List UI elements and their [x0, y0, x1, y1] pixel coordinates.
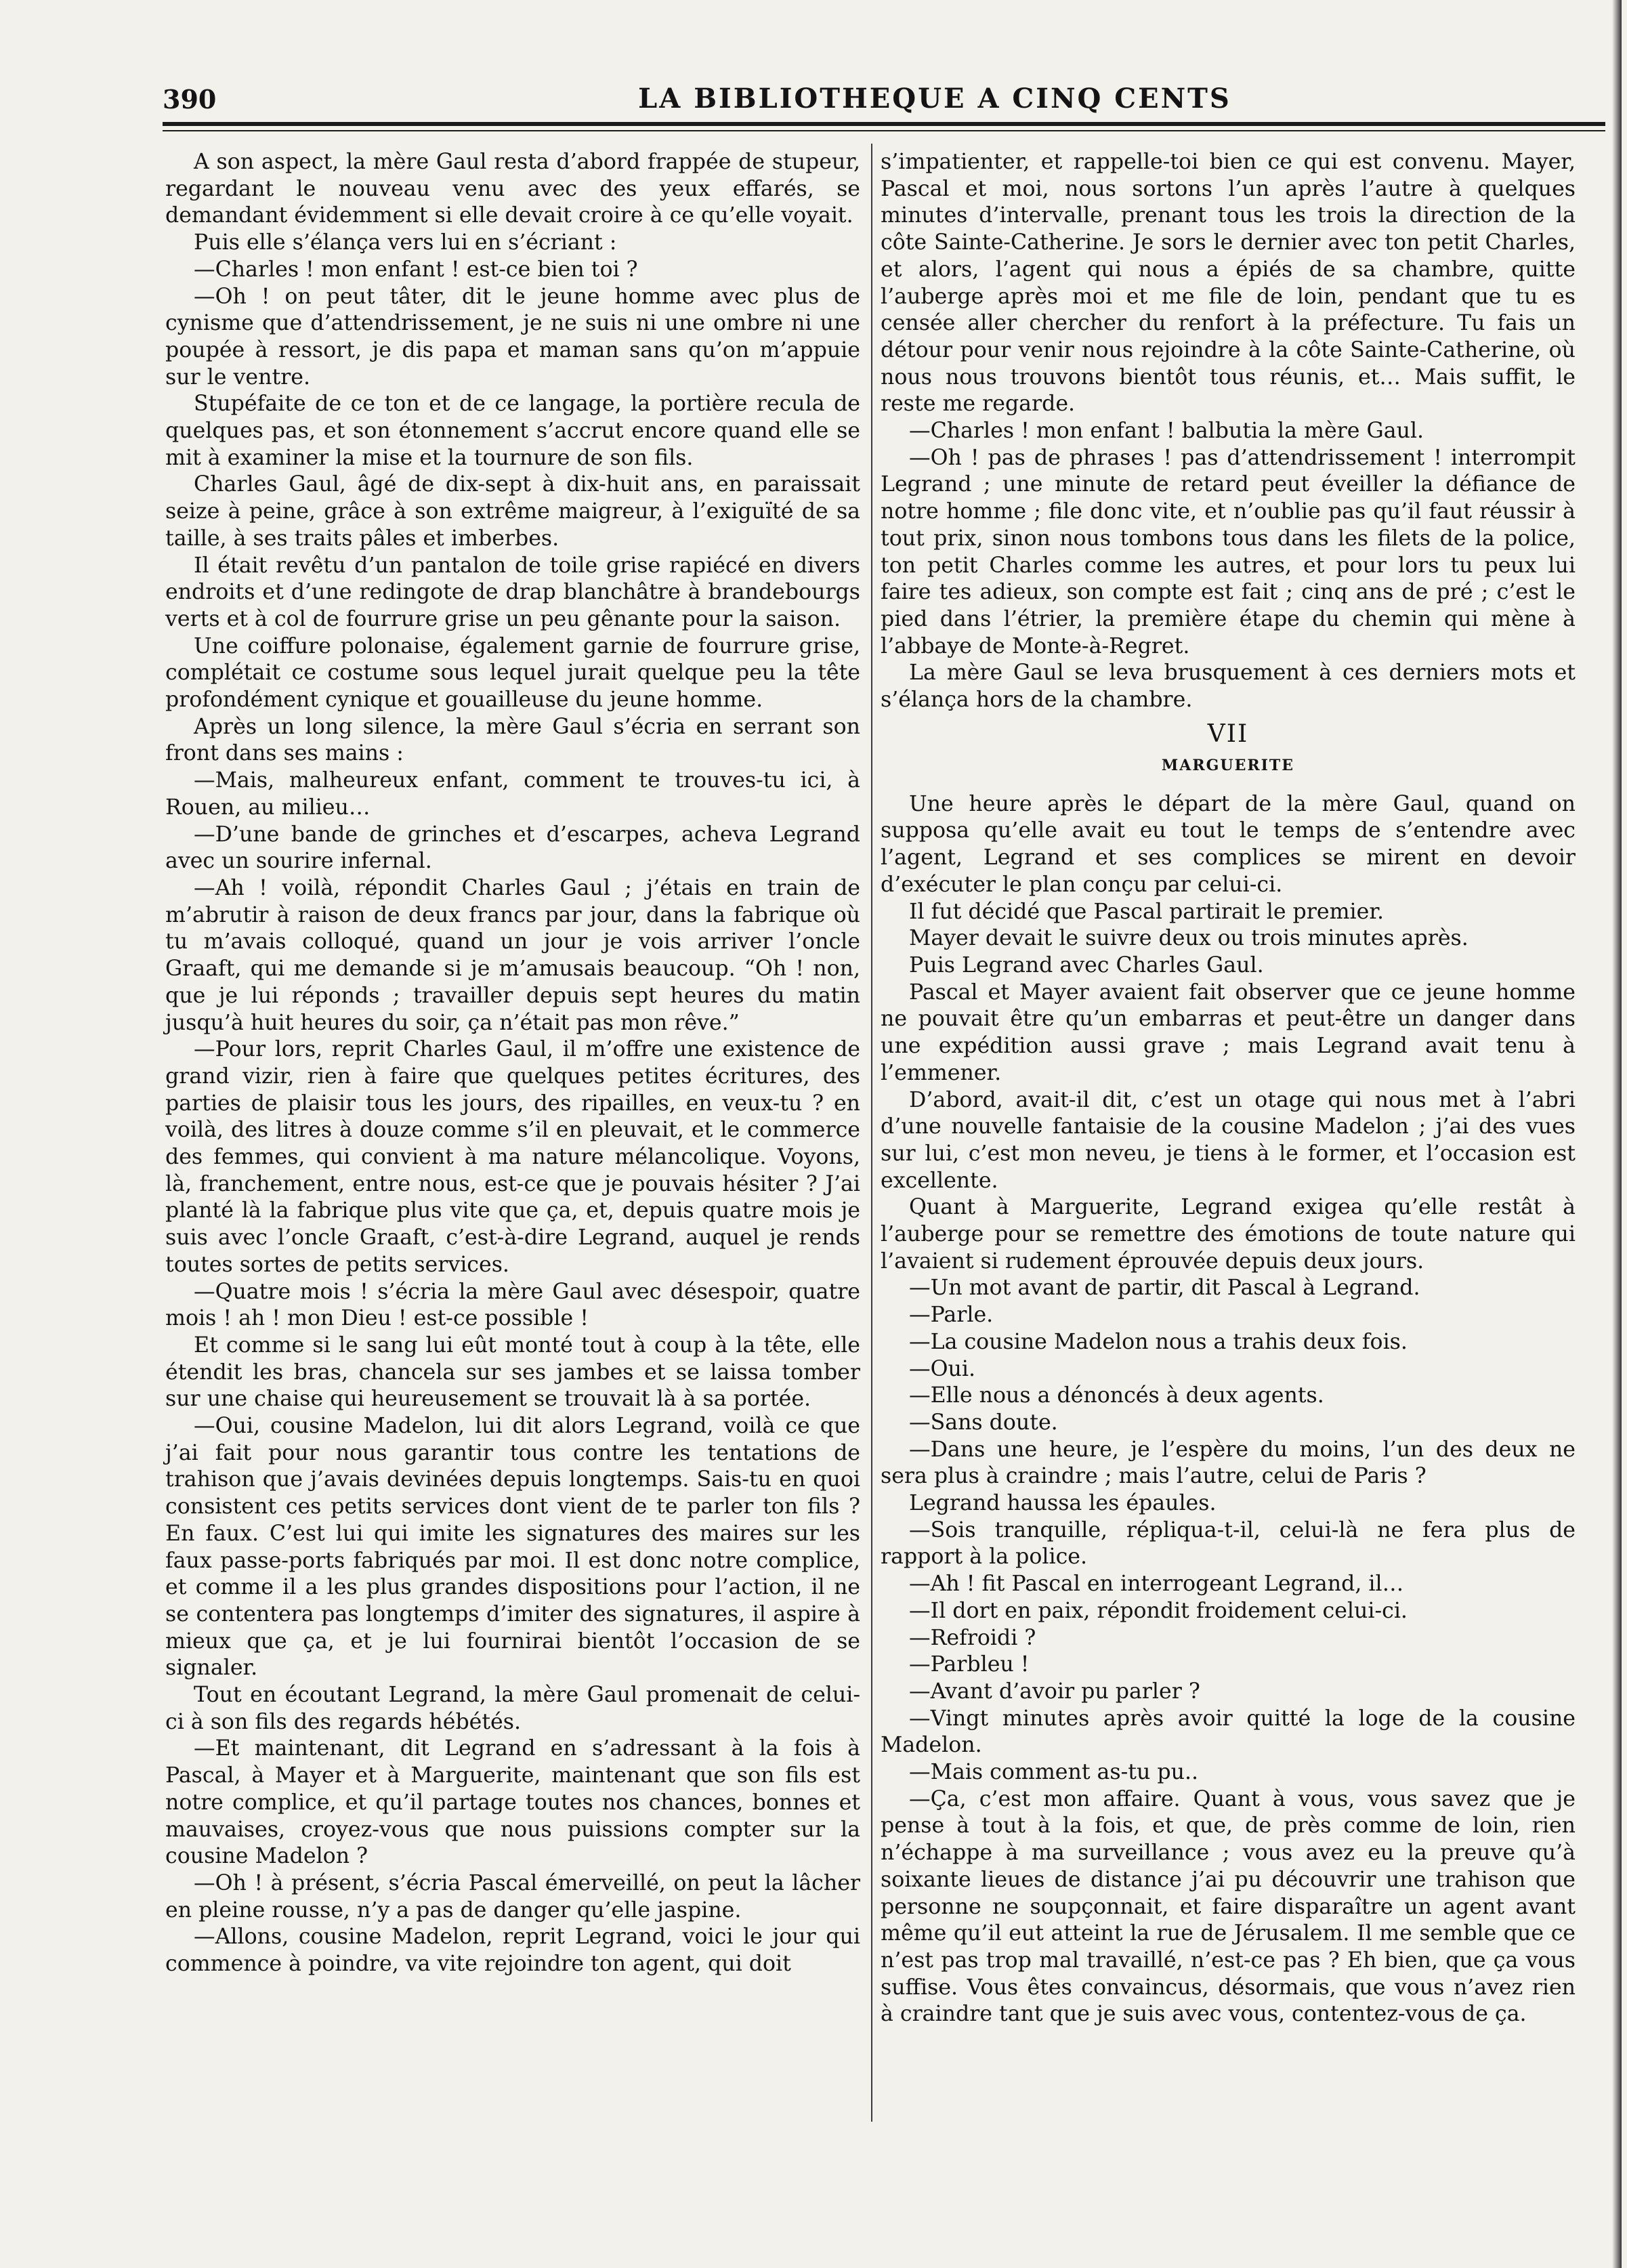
- paragraph: Puis elle s’élança vers lui en s’écriant :: [194, 230, 617, 255]
- paragraph: —Pour lors, reprit Charles Gaul, il m’offre une existence de grand vizir, rien à faire que quelques petites écritures, des parties de plaisir tous les jours, des ripailles, en veux-tu ? en voilà, des litres à douze comme s’il en pleuvait, et le commerce des femmes, qui convient à ma nature mélancolique. Voyons, là, franchement, entre nous, est-ce que je pouvais hésiter ? J’ai planté là la fabrique plus vite que ça, et, depuis quatre mois je suis avec l’oncle Graaft, c’est-à-dire Legrand, auquel je rends toutes sortes de petits services.: [165, 1037, 860, 1277]
- paragraph: A son aspect, la mère Gaul resta d’abord frappée de stupeur, regardant le nouveau venu avec des yeux effarés, se demandant évidemment si elle devait croire à ce qu’elle voyait.: [165, 150, 860, 228]
- paragraph: s’impatienter, et rappelle-toi bien ce qui est convenu. Mayer, Pascal et moi, nous sortons l’un après l’autre à quelques minutes d’intervalle, prenant tous les trois la direction de la côte Sainte-Catherine. Je sors le dernier avec ton petit Charles, et alors, l’agent qui nous a épiés de sa chambre, quitte l’auberge après moi et me file de loin, pendant que tu es censée aller chercher du renfort à la préfecture. Tu fais un détour pour venir nous rejoindre à la côte Sainte-Catherine, où nous nous trouvons bientôt tous réunis, et… Mais suffit, le reste me regarde.: [881, 150, 1576, 417]
- paragraph: —Oh ! à présent, s’écria Pascal émerveillé, on peut la lâcher en pleine rousse, n’y a pas de danger qu’elle jaspine.: [165, 1871, 860, 1923]
- paragraph: —Parbleu !: [909, 1652, 1030, 1677]
- paragraph: —Sans doute.: [909, 1410, 1058, 1435]
- paragraph: —Un mot avant de partir, dit Pascal à Legrand.: [909, 1276, 1420, 1301]
- paragraph: La mère Gaul se leva brusquement à ces derniers mots et s’élança hors de la chambre.: [881, 660, 1576, 713]
- left-column: [165, 149, 860, 1978]
- paragraph: —Elle nous a dénoncés à deux agents.: [909, 1383, 1324, 1408]
- paragraph: Une coiffure polonaise, également garnie de fourrure grise, complétait ce costume sous lequel jurait quelque peu la tête profondément cynique et gouailleuse du jeune homme.: [165, 633, 860, 713]
- paragraph: —Il dort en paix, répondit froidement celui-ci.: [909, 1598, 1408, 1623]
- paragraph: Après un long silence, la mère Gaul s’écria en serrant son front dans ses mains :: [165, 714, 860, 766]
- paragraph: —Et maintenant, dit Legrand en s’adressant à la fois à Pascal, à Mayer et à Marguerite, maintenant que son fils est notre complice, et qu’il partage toutes nos chances, bonnes et mauvaises, croyez-vous que nous puissions compter sur la cousine Madelon ?: [165, 1736, 860, 1869]
- paragraph: —Oh ! on peut tâter, dit le jeune homme avec plus de cynisme que d’attendrissement, je ne suis ni une ombre ni une poupée à ressort, je dis papa et maman sans qu’on m’appuie sur le ventre.: [165, 284, 860, 390]
- paragraph: —Vingt minutes après avoir quitté la loge de la cousine Madelon.: [881, 1706, 1576, 1758]
- column-divider: [871, 144, 872, 2122]
- paragraph: —D’une bande de grinches et d’escarpes, acheva Legrand avec un sourire infernal.: [165, 822, 860, 874]
- paragraph: Et comme si le sang lui eût monté tout à coup à la tête, elle étendit les bras, chancela sur ses jambes et se laissa tomber sur une chaise qui heureusement se trouvait là à sa portée.: [165, 1332, 860, 1412]
- paragraph: —Allons, cousine Madelon, reprit Legrand, voici le jour qui commence à poindre, va vite rejoindre ton agent, qui doit: [165, 1925, 860, 1977]
- paragraph: —Oui, cousine Madelon, lui dit alors Legrand, voilà ce que j’ai fait pour nous garantir tous contre les tentations de trahison que j’avais devinées depuis longtemps. Sais-tu en quoi consistent ces petits services dont vient de te parler ton fils ? En faux. C’est lui qui imite les signatures des maires sur les faux passe-ports fabriqués par moi. Il est donc notre complice, et comme il a les plus grandes dispositions pour l’action, il ne se contentera pas longtemps d’imiter des signatures, il aspire à mieux que ça, et je lui fournirai bientôt l’occasion de se signaler.: [165, 1414, 860, 1681]
- paragraph: Il fut décidé que Pascal partirait le premier.: [909, 899, 1385, 924]
- paragraph: —Avant d’avoir pu parler ?: [909, 1679, 1200, 1704]
- chapter-title: MARGUERITE: [1161, 756, 1295, 774]
- paragraph: —Mais comment as-tu pu..: [909, 1760, 1199, 1785]
- paragraph: Une heure après le départ de la mère Gaul, quand on supposa qu’elle avait eu tout le temps de s’entendre avec l’agent, Legrand et ses complices se mirent en devoir d’exécuter le plan conçu par celui-ci.: [881, 791, 1576, 897]
- paragraph: —Oh ! pas de phrases ! pas d’attendrissement ! interrompit Legrand ; une minute de retard peut éveiller la défiance de notre homme ; file donc vite, et n’oublie pas qu’il faut réussir à tout prix, sinon nous tombons tous dans les filets de la police, ton petit Charles comme les autres, et pour lors tu peux lui faire tes adieux, son compte est fait ; cinq ans de pré ; c’est le pied dans l’étrier, la première étape du chemin qui mène à l’abbaye de Monte-à-Regret.: [881, 445, 1576, 658]
- page-header: [163, 76, 1599, 123]
- paragraph: —Ah ! fit Pascal en interrogeant Legrand, il…: [909, 1572, 1404, 1597]
- paragraph: D’abord, avait-il dit, c’est un otage qui nous met à l’abri d’une nouvelle fantaisie de la cousine Madelon ; j’ai des vues sur lui, c’est mon neveu, je tiens à le former, et l’occasion est excellente.: [881, 1087, 1576, 1193]
- paragraph: Tout en écoutant Legrand, la mère Gaul promenait de celui-ci à son fils des regards hébétés.: [165, 1683, 860, 1734]
- paragraph: —Sois tranquille, répliqua-t-il, celui-là ne fera plus de rapport à la police.: [881, 1517, 1576, 1570]
- paragraph: —Mais, malheureux enfant, comment te trouves-tu ici, à Rouen, au milieu…: [165, 768, 860, 820]
- paragraph: Mayer devait le suivre deux ou trois minutes après.: [909, 926, 1468, 951]
- paragraph: —La cousine Madelon nous a trahis deux fois.: [909, 1329, 1408, 1354]
- paragraph: —Charles ! mon enfant ! est-ce bien toi ?: [194, 257, 638, 282]
- paragraph: —Ah ! voilà, répondit Charles Gaul ; j’étais en train de m’abrutir à raison de deux francs par jour, dans la fabrique où tu m’avais colloqué, quand un jour je vois arriver l’oncle Graaft, qui me demande si je m’amusais beaucoup. “Oh ! non, que je lui réponds ; travailler depuis sept heures du matin jusqu’à huit heures du soir, ça n’était pas mon rêve.”: [165, 875, 860, 1035]
- paragraph: Charles Gaul, âgé de dix-sept à dix-huit ans, en paraissait seize à peine, grâce à son extrême maigreur, à l’exiguïté de sa taille, à ses traits pâles et imberbes.: [165, 472, 860, 551]
- running-title: LA BIBLIOTHEQUE A CINQ CENTS: [638, 83, 1231, 114]
- paragraph: —Dans une heure, je l’espère du moins, l’un des deux ne sera plus à craindre ; mais l’autre, celui de Paris ?: [881, 1437, 1576, 1489]
- paragraph: Stupéfaite de ce ton et de ce langage, la portière recula de quelques pas, et son étonnement s’accrut encore quand elle se mit à examiner la mise et la tournure de son fils.: [165, 392, 860, 470]
- paragraph: —Refroidi ?: [909, 1625, 1036, 1650]
- paragraph: —Oui.: [909, 1356, 975, 1381]
- paragraph: Puis Legrand avec Charles Gaul.: [909, 952, 1264, 978]
- paragraph: Il était revêtu d’un pantalon de toile grise rapiécé en divers endroits et d’une redingote de drap blanchâtre à brandebourgs verts et à col de fourrure grise un peu gênante pour la saison.: [165, 553, 860, 631]
- paragraph: Quant à Marguerite, Legrand exigea qu’elle restât à l’auberge pour se remettre des émotions de toute nature qui l’avaient si rudement éprouvée depuis deux jours.: [881, 1195, 1576, 1274]
- header-rule-thin: [163, 130, 1605, 131]
- paragraph: —Charles ! mon enfant ! balbutia la mère Gaul.: [909, 419, 1424, 444]
- chapter-number: VII: [1207, 719, 1249, 748]
- paragraph: —Parle.: [909, 1303, 994, 1328]
- paragraph: —Quatre mois ! s’écria la mère Gaul avec désespoir, quatre mois ! ah ! mon Dieu ! est-ce possible !: [165, 1279, 860, 1331]
- paragraph: —Ça, c’est mon affaire. Quant à vous, vous savez que je pense à tout à la fois, et que, de près comme de loin, rien n’échappe à ma surveillance ; vous avez eu la preuve qu’à soixante lieues de distance j’ai pu découvrir une trahison que personne ne soupçonnait, et faire disparaître un agent avant même qu’il eut atteint la rue de Jérusalem. Il me semble que ce n’est pas trop mal travaillé, n’est-ce pas ? Eh bien, que ça vous suffise. Vous êtes convaincus, désormais, que vous n’avez rien à craindre tant que je suis avec vous, contentez-vous de ça.: [881, 1786, 1576, 2027]
- paragraph: Legrand haussa les épaules.: [909, 1491, 1217, 1516]
- page-number: 390: [163, 84, 217, 114]
- right-column: [881, 149, 1576, 2028]
- header-rule-thick: [163, 122, 1605, 126]
- paragraph: Pascal et Mayer avaient fait observer que ce jeune homme ne pouvait être qu’un embarras et peut-être un danger dans une expédition aussi grave ; mais Legrand avait tenu à l’emmener.: [881, 980, 1576, 1085]
- page-edge-shadow: [1612, 0, 1622, 2268]
